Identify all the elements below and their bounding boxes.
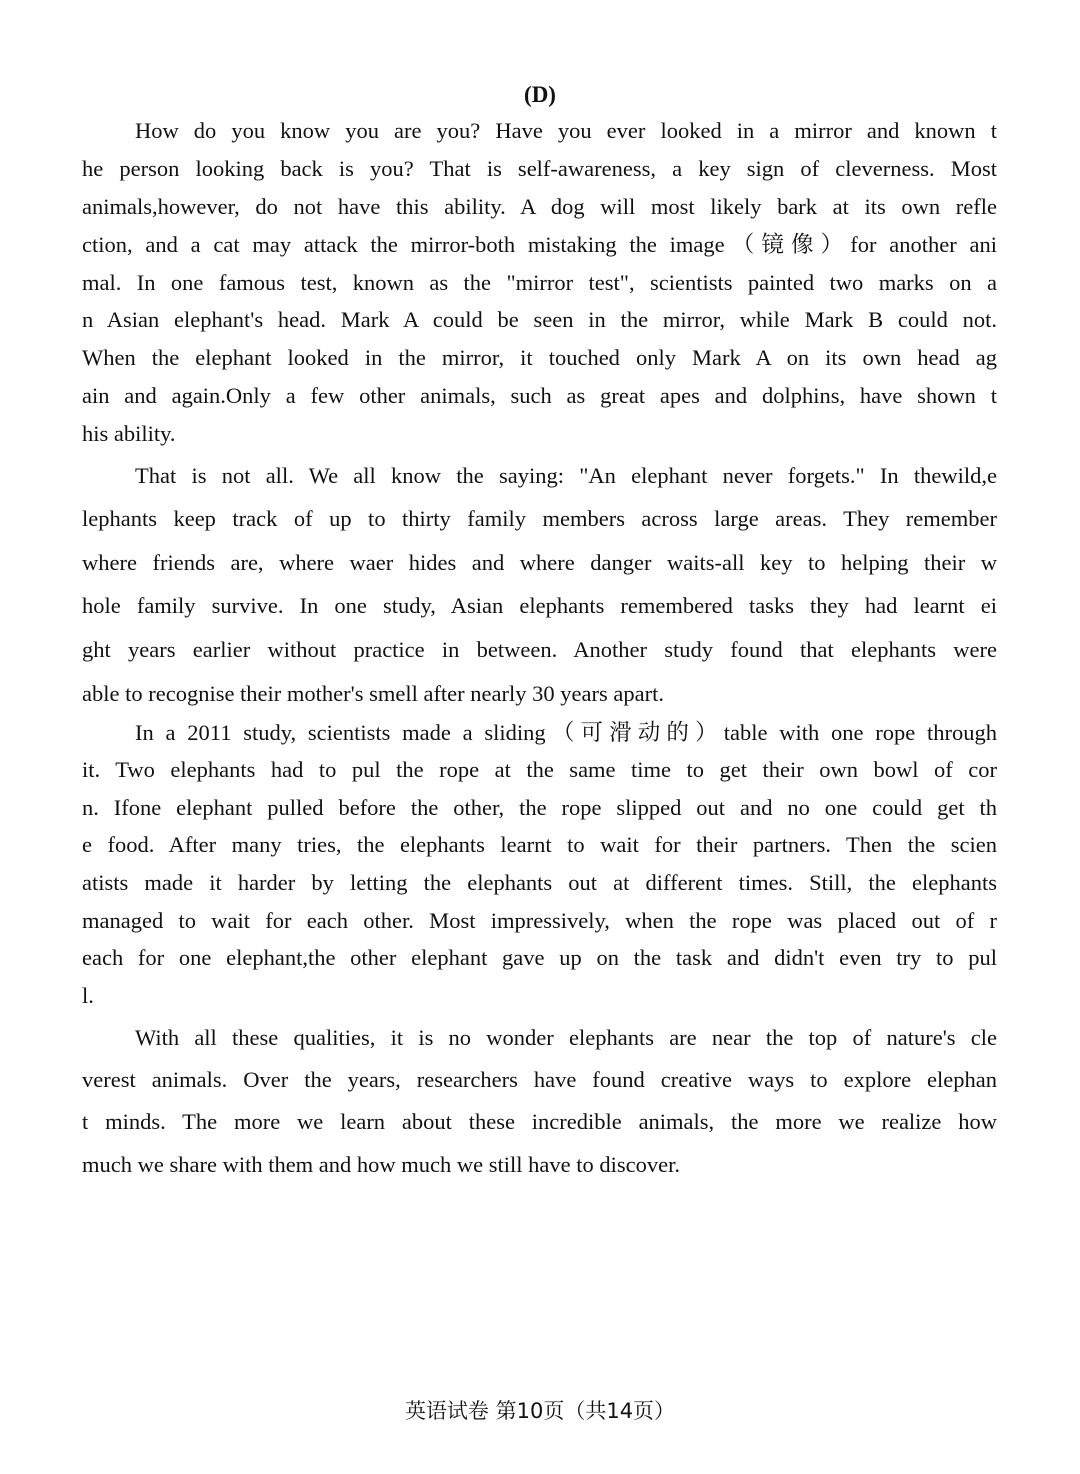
text-line: able to recognise their mother's smell after nearly 30 years apart. bbox=[82, 681, 664, 706]
text-line: How do you know you are you? Have you ever looked in a mirror and known t bbox=[135, 118, 997, 143]
page-footer: 英语试卷 第10页（共14页） bbox=[404, 1399, 676, 1423]
text-line: each for one elephant,the other elephant gave up on the task and didn't even try to pul bbox=[82, 945, 997, 970]
section-title: (D) bbox=[524, 82, 556, 107]
text-line: much we share with them and how much we still have to discover. bbox=[82, 1152, 680, 1177]
text-line: ght years earlier without practice in between. Another study found that elephants were bbox=[82, 637, 997, 662]
text-line: mal. In one famous test, known as the "mirror test", scientists painted two marks on a bbox=[82, 270, 997, 295]
text-line: ction, and a cat may attack the mirror-both mistaking the image（镜像）for another ani bbox=[82, 232, 997, 257]
text-line: That is not all. We all know the saying: "An elephant never forgets." In thewild,e bbox=[135, 463, 997, 488]
text-line: l. bbox=[82, 983, 94, 1008]
text-line: he person looking back is you? That is self-awareness, a key sign of cleverness. Most bbox=[82, 156, 997, 181]
text-line: hole family survive. In one study, Asian elephants remembered tasks they had learnt ei bbox=[82, 593, 997, 618]
text-line: lephants keep track of up to thirty family members across large areas. They remember bbox=[82, 506, 997, 531]
text-line: managed to wait for each other. Most impressively, when the rope was placed out of r bbox=[82, 908, 997, 933]
text-line: verest animals. Over the years, researchers have found creative ways to explore elephan bbox=[82, 1067, 997, 1092]
text-line: n. Ifone elephant pulled before the other, the rope slipped out and no one could get th bbox=[82, 795, 997, 820]
text-line: where friends are, where waer hides and where danger waits-all key to helping their w bbox=[82, 550, 997, 575]
text-line: it. Two elephants had to pul the rope at the same time to get their own bowl of cor bbox=[82, 757, 997, 782]
text-line: n Asian elephant's head. Mark A could be seen in the mirror, while Mark B could not. bbox=[82, 307, 997, 332]
text-line: When the elephant looked in the mirror, it touched only Mark A on its own head ag bbox=[82, 345, 997, 370]
text-line: t minds. The more we learn about these incredible animals, the more we realize how bbox=[82, 1109, 997, 1134]
text-line: animals,however, do not have this ability. A dog will most likely bark at its own refle bbox=[82, 194, 997, 219]
text-line: With all these qualities, it is no wonder elephants are near the top of nature's cle bbox=[135, 1025, 997, 1050]
text-line: his ability. bbox=[82, 421, 176, 446]
text-line: In a 2011 study, scientists made a sliding（可滑动的）table with one rope through bbox=[135, 720, 997, 745]
text-line: ain and again.Only a few other animals, such as great apes and dolphins, have shown t bbox=[82, 383, 997, 408]
text-line: atists made it harder by letting the elephants out at different times. Still, the elephants bbox=[82, 870, 997, 895]
text-line: e food. After many tries, the elephants learnt to wait for their partners. Then the scien bbox=[82, 832, 997, 857]
